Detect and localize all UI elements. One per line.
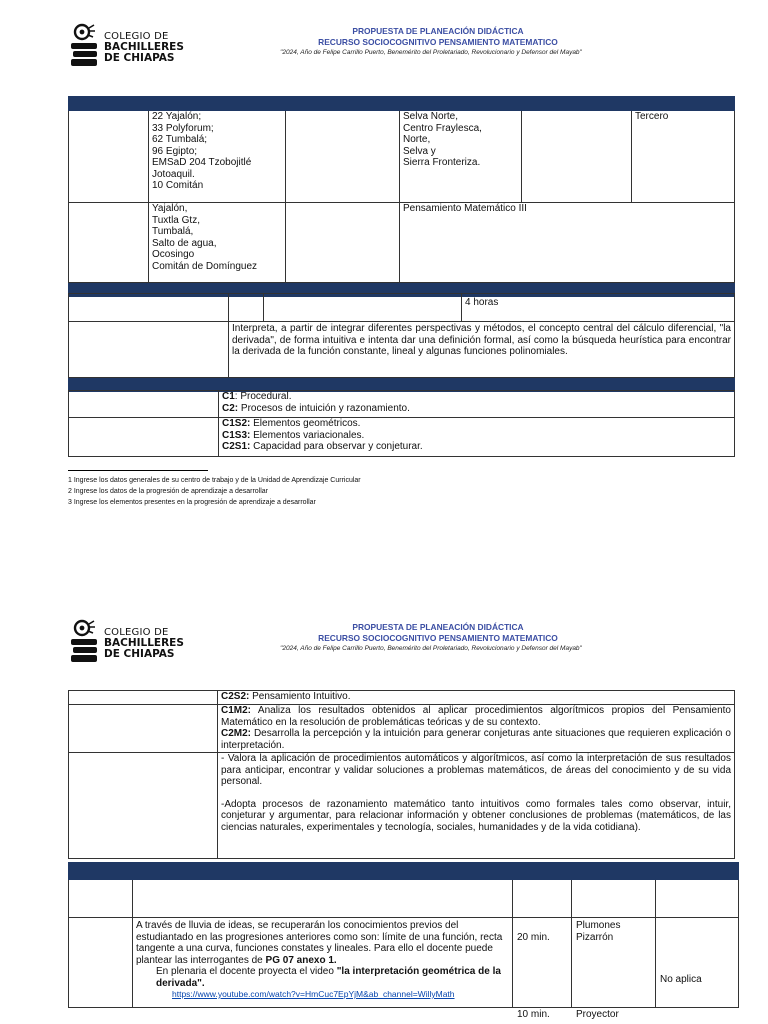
header-title1: PROPUESTA DE PLANEACIÓN DIDÁCTICA: [352, 26, 524, 36]
actividad-cell: [133, 918, 513, 1008]
footnote-rule: [68, 470, 208, 471]
horas-cell: 4 horas: [462, 294, 735, 322]
progression-table: [68, 293, 735, 392]
recursos-1: Plumones Pizarrón: [576, 920, 621, 943]
c2-line: C2: Procesos de intuición y razonamiento.: [222, 402, 410, 414]
metas-paragraph-2: -Adopta procesos de razonamiento matemático tanto intuitivos como formales tales como observar, intuir, conjeturar y argumentar, para relacionar información y obtener conclusiones de problemas (matemáticos, de las ciencias naturales, experimentales y tecnología, sociales, humanidades y de la vida cotidiana).: [221, 798, 731, 833]
header-title2: RECURSO SOCIOCOGNITIVO PENSAMIENTO MATEMATICO: [318, 37, 558, 47]
c1m2-paragraph: C1M2: Analiza los resultados obtenidos al aplicar procedimientos algorítmicos propios del Pensamiento Matemático en la resolución de problemáticas teóricas y de su contexto.: [221, 705, 731, 728]
metas-paragraph-1: - Valora la aplicación de procedimientos automáticos y algorítmicos, así como la interpretación de sus resultados para anticipar, encontrar y validar soluciones a problemas matemáticos, de áreas del conocimiento y de su vida personal.: [221, 753, 731, 787]
footnote-2: 2 Ingrese los datos de la progresión de aprendizaje a desarrollar: [68, 488, 269, 495]
c2s1-line: C2S1: Capacidad para observar y conjeturar.: [222, 441, 423, 452]
activities-table: [68, 862, 739, 1020]
colegio-logo: [68, 618, 184, 666]
footnotes: [68, 475, 361, 508]
logo-line2: BACHILLERES: [104, 637, 184, 649]
header-motto: "2024, Año de Felipe Carrillo Puerto, Benemérito del Proletariado, Revolucionario y Defensor del Mayab": [280, 49, 582, 56]
page-header: [68, 618, 748, 668]
footnote-1: 1 Ingrese los datos generales de su centro de trabajo y de la Unidad de Aprendizaje Curricular: [68, 477, 361, 484]
section-band: [69, 97, 735, 111]
header-title1: PROPUESTA DE PLANEACIÓN DIDÁCTICA: [352, 622, 524, 632]
meta-table: [68, 690, 735, 859]
header-title2: RECURSO SOCIOCOGNITIVO PENSAMIENTO MATEMATICO: [318, 633, 558, 643]
tiempo-1: 20 min.: [517, 932, 550, 943]
actividad-paragraph-2: En plenaria el docente proyecta el video "la interpretación geométrica de la derivada".: [156, 966, 501, 989]
section-band: [69, 863, 739, 880]
c1-line: C1: Procedural.: [222, 391, 292, 402]
c2s2-line: C2S2: Pensamiento Intuitivo.: [218, 691, 735, 705]
c1s2-line: C1S2: Elementos geométricos.: [222, 418, 361, 429]
colegio-logo: [68, 22, 184, 70]
logo-line3: DE CHIAPAS: [104, 52, 175, 64]
page-header: [68, 22, 748, 72]
semestre-cell: Tercero: [632, 111, 735, 203]
header-motto: "2024, Año de Felipe Carrillo Puerto, Benemérito del Proletariado, Revolucionario y Defensor del Mayab": [280, 645, 582, 652]
c2m2-paragraph: C2M2: Desarrolla la percepción y la intuición para generar conjeturas ante situaciones que requieren explicación o interpretación.: [221, 728, 731, 751]
logo-line3: DE CHIAPAS: [104, 648, 175, 660]
tiempo-2: 10 min.: [517, 1009, 550, 1020]
municipios-cell: Yajalón, Tuxtla Gtz, Tumbalá, Salto de agua, Ocosingo Comitán de Domínguez: [149, 203, 286, 283]
categories-table: [68, 390, 735, 457]
general-data-table: [68, 96, 735, 297]
actividad-paragraph-1: A través de lluvia de ideas, se recuperarán los conocimientos previos del estudiantado en las progresiones anteriores como son: límite de una función, recta tangente a una curva, funciones constates y lineales. Para ello el docente puede plantear las interrogantes de PG 07 anexo 1.: [136, 920, 503, 966]
logo-line1: COLEGIO DE: [104, 31, 169, 42]
recursos-2: Proyector: [576, 1009, 619, 1020]
footnote-3: 3 Ingrese los elementos presentes en la progresión de aprendizaje a desarrollar: [68, 499, 316, 506]
uac-cell: Pensamiento Matemático III: [400, 203, 735, 283]
logo-line1: COLEGIO DE: [104, 627, 169, 638]
zonas-cell: Selva Norte, Centro Fraylesca, Norte, Selva y Sierra Fronteriza.: [400, 111, 522, 203]
logo-line2: BACHILLERES: [104, 41, 184, 53]
evaluacion-cell: No aplica: [660, 974, 702, 985]
colegio-logo-icon: [70, 618, 98, 664]
c1s3-line: C1S3: Elementos variacionales.: [222, 429, 365, 441]
video-link[interactable]: https://www.youtube.com/watch?v=HmCuc7EpYjM&ab_channel=WillyMath: [172, 989, 455, 999]
centros-cell: 22 Yajalón; 33 Polyforum; 62 Tumbalá; 96 Egipto; EMSaD 204 Tzobojitlé Jotoaquil. 10 Comitán: [149, 111, 286, 203]
colegio-logo-icon: [70, 22, 98, 68]
progresion-cell: Interpreta, a partir de integrar diferentes perspectivas y métodos, el concepto central del cálculo diferencial, "la derivada", de forma intuitiva e intenta dar una definición formal, así como la búsqueda heurística para encontrar la derivada de la función constante, lineal y algunas funciones polinomiales.: [229, 322, 735, 378]
